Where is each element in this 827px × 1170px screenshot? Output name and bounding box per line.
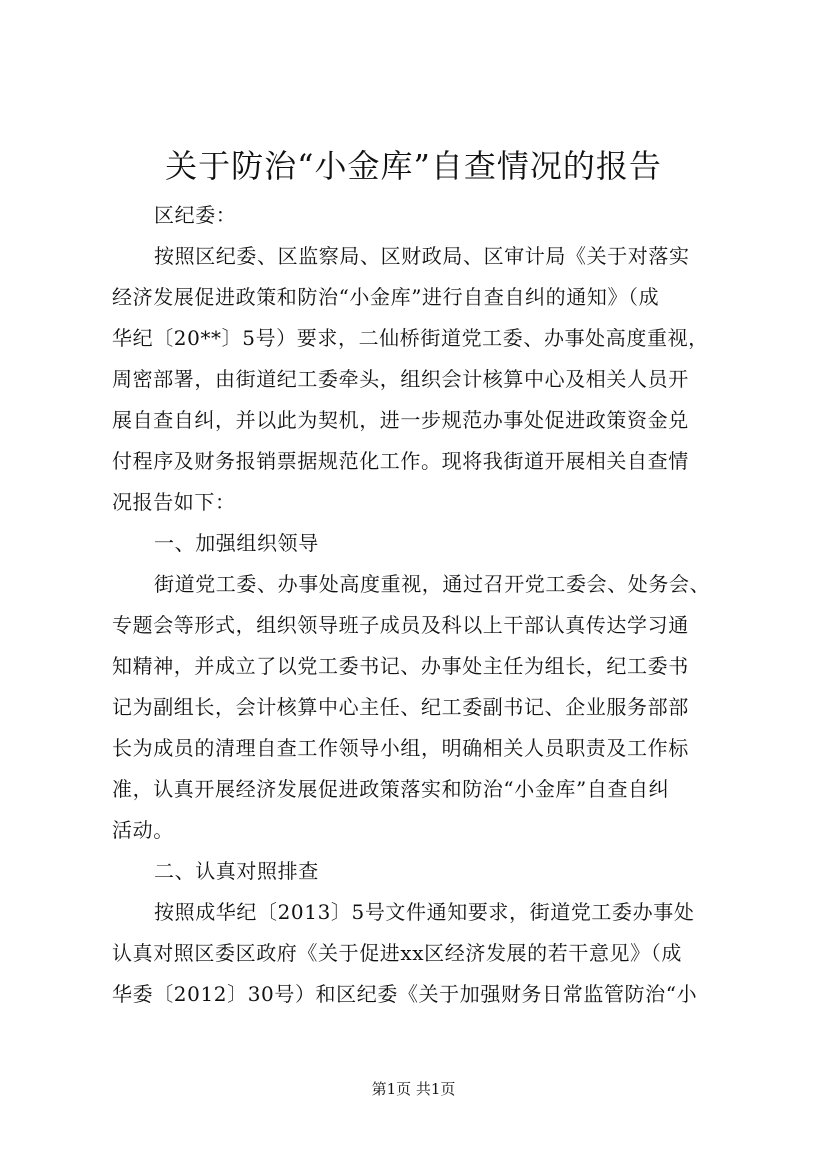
text-line: 华委〔2012〕30号）和区纪委《关于加强财务日常监管防治“小 [112,982,698,1006]
text-line: 认真对照区委区政府《关于促进xx区经济发展的若干意见》（成 [112,941,682,965]
text-line: 按照区纪委、区监察局、区财政局、区审计局《关于对落实 [154,244,690,268]
section-heading: 一、加强组织领导 [154,531,319,555]
text-line: 付程序及财务报销票据规范化工作。现将我街道开展相关自查情 [112,449,689,473]
document-body [112,195,724,1015]
text-line: 展自查自纠，并以此为契机，进一步规范办事处促进政策资金兑 [112,408,689,432]
text-line: 经济发展促进政策和防治“小金库”进行自查自纠的通知》（成 [112,285,660,309]
document-title: 关于防治“小金库”自查情况的报告 [165,147,662,185]
text-line: 街道党工委、办事处高度重视，通过召开党工委会、处务会、 [154,572,711,596]
text-line: 况报告如下： [112,490,236,514]
text-line: 按照成华纪〔2013〕5号文件通知要求，街道党工委办事处 [154,900,695,924]
section-heading: 二、认真对照排查 [154,859,319,883]
text-line: 周密部署，由街道纪工委牵头，组织会计核算中心及相关人员开 [112,367,689,391]
page-footer: 第1页 共1页 [371,1080,456,1098]
text-line: 华纪〔20**〕5号）要求，二仙桥街道党工委、办事处高度重视， [112,326,709,350]
text-line: 长为成员的清理自查工作领导小组，明确相关人员职责及工作标 [112,736,689,760]
text-line: 专题会等形式，组织领导班子成员及科以上干部认真传达学习通 [112,613,689,637]
text-line: 区纪委： [154,203,237,227]
text-line: 准，认真开展经济发展促进政策落实和防治“小金库”自查自纠 [112,777,670,801]
text-line: 知精神，并成立了以党工委书记、办事处主任为组长，纪工委书 [112,654,689,678]
text-line: 记为副组长，会计核算中心主任、纪工委副书记、企业服务部部 [112,695,689,719]
text-line: 活动。 [112,818,174,842]
